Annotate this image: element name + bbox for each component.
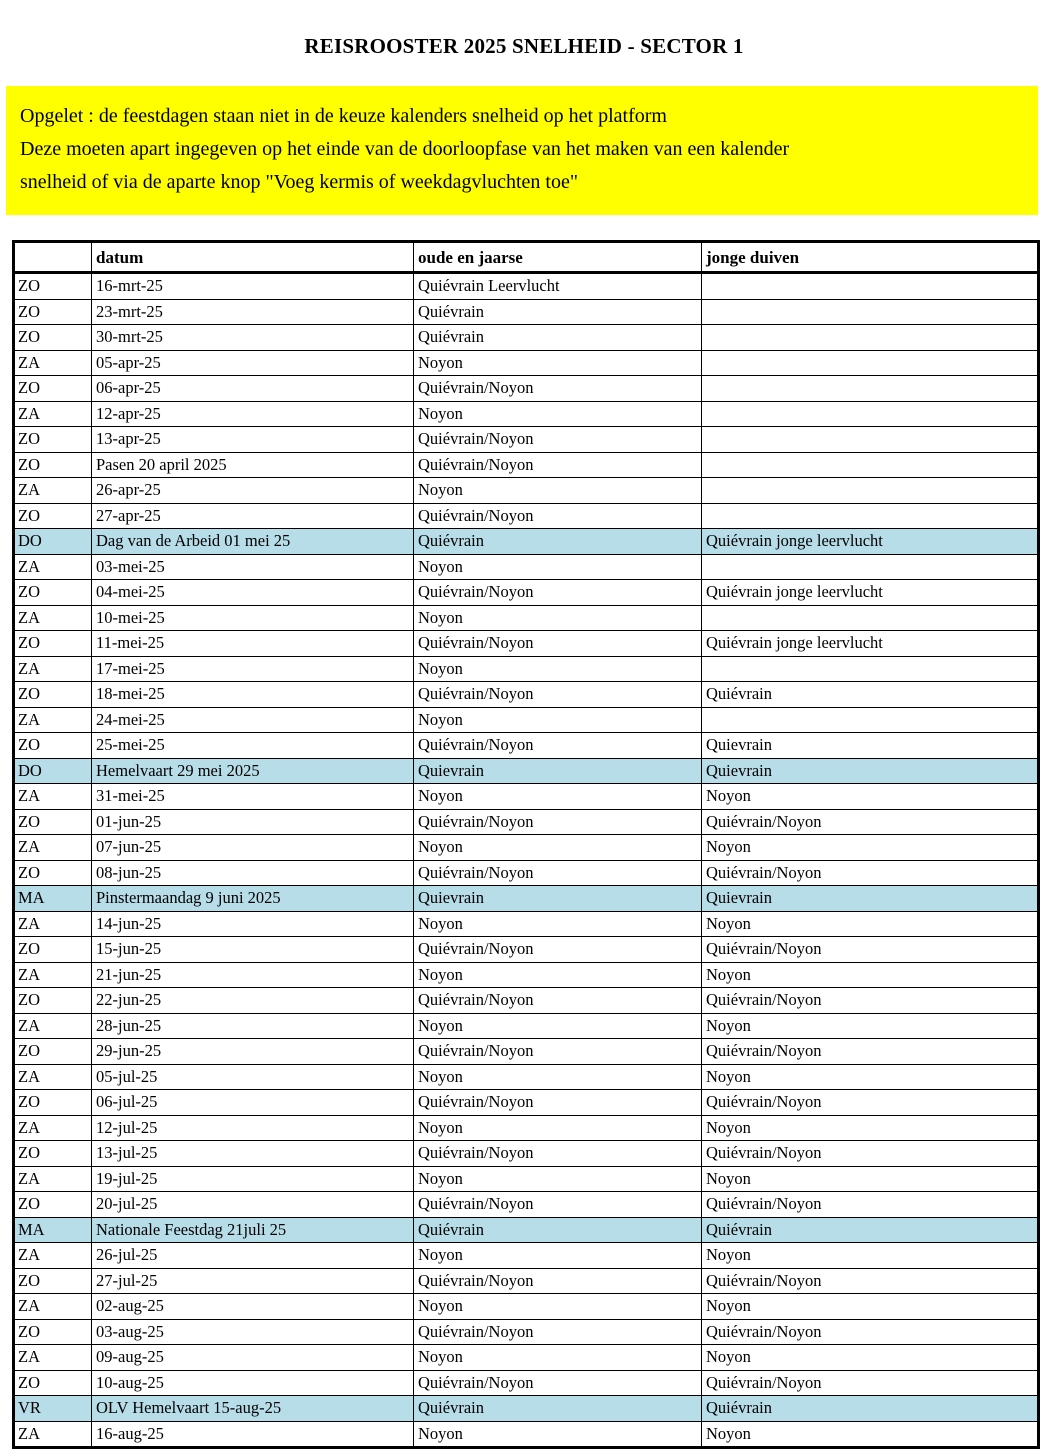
cell-jonge-duiven: Quiévrain/Noyon xyxy=(702,937,1039,963)
cell-oude-en-jaarse: Quiévrain/Noyon xyxy=(414,1319,702,1345)
table-row xyxy=(14,707,1039,733)
table-row xyxy=(14,758,1039,784)
table-row xyxy=(14,427,1039,453)
cell-jonge-duiven: Quiévrain xyxy=(702,682,1039,708)
cell-datum: 12-jul-25 xyxy=(92,1115,414,1141)
page-title: REISROOSTER 2025 SNELHEID - SECTOR 1 xyxy=(304,34,744,58)
cell-jonge-duiven: Quievrain xyxy=(702,733,1039,759)
cell-day: ZO xyxy=(14,988,92,1014)
cell-oude-en-jaarse: Quiévrain/Noyon xyxy=(414,1370,702,1396)
cell-oude-en-jaarse: Quiévrain/Noyon xyxy=(414,1039,702,1065)
cell-datum: 17-mei-25 xyxy=(92,656,414,682)
cell-oude-en-jaarse: Quiévrain/Noyon xyxy=(414,733,702,759)
cell-oude-en-jaarse: Noyon xyxy=(414,911,702,937)
table-row xyxy=(14,962,1039,988)
cell-datum: OLV Hemelvaart 15-aug-25 xyxy=(92,1396,414,1422)
cell-day: ZO xyxy=(14,299,92,325)
table-header xyxy=(14,242,1039,273)
cell-day: ZO xyxy=(14,580,92,606)
table-row xyxy=(14,835,1039,861)
cell-oude-en-jaarse: Noyon xyxy=(414,1064,702,1090)
cell-oude-en-jaarse: Quiévrain/Noyon xyxy=(414,376,702,402)
cell-day: ZO xyxy=(14,1319,92,1345)
cell-datum: 09-aug-25 xyxy=(92,1345,414,1371)
table-row xyxy=(14,503,1039,529)
cell-datum: 28-jun-25 xyxy=(92,1013,414,1039)
cell-oude-en-jaarse: Quiévrain/Noyon xyxy=(414,988,702,1014)
cell-datum: 01-jun-25 xyxy=(92,809,414,835)
column-header-day xyxy=(14,242,92,273)
cell-jonge-duiven: Quiévrain/Noyon xyxy=(702,860,1039,886)
table-row xyxy=(14,1013,1039,1039)
cell-day: VR xyxy=(14,1396,92,1422)
table-row xyxy=(14,1345,1039,1371)
cell-datum: Pinstermaandag 9 juni 2025 xyxy=(92,886,414,912)
cell-oude-en-jaarse: Noyon xyxy=(414,1294,702,1320)
cell-day: ZA xyxy=(14,911,92,937)
cell-jonge-duiven: Quiévrain/Noyon xyxy=(702,1039,1039,1065)
cell-datum: 15-jun-25 xyxy=(92,937,414,963)
cell-oude-en-jaarse: Quievrain xyxy=(414,758,702,784)
cell-jonge-duiven xyxy=(702,427,1039,453)
cell-day: ZO xyxy=(14,376,92,402)
cell-jonge-duiven: Noyon xyxy=(702,1421,1039,1448)
cell-oude-en-jaarse: Quiévrain Leervlucht xyxy=(414,273,702,300)
cell-day: ZA xyxy=(14,1294,92,1320)
cell-datum: 27-apr-25 xyxy=(92,503,414,529)
cell-datum: 12-apr-25 xyxy=(92,401,414,427)
cell-oude-en-jaarse: Noyon xyxy=(414,1166,702,1192)
cell-datum: 26-apr-25 xyxy=(92,478,414,504)
table-row xyxy=(14,529,1039,555)
cell-oude-en-jaarse: Noyon xyxy=(414,835,702,861)
table-row xyxy=(14,1090,1039,1116)
cell-day: ZO xyxy=(14,452,92,478)
cell-oude-en-jaarse: Noyon xyxy=(414,784,702,810)
cell-datum: Pasen 20 april 2025 xyxy=(92,452,414,478)
cell-oude-en-jaarse: Quiévrain/Noyon xyxy=(414,1141,702,1167)
cell-oude-en-jaarse: Quiévrain/Noyon xyxy=(414,631,702,657)
cell-jonge-duiven xyxy=(702,707,1039,733)
schedule-table xyxy=(12,240,1040,1449)
cell-datum: 25-mei-25 xyxy=(92,733,414,759)
cell-day: ZO xyxy=(14,809,92,835)
cell-oude-en-jaarse: Noyon xyxy=(414,707,702,733)
table-row xyxy=(14,1166,1039,1192)
cell-oude-en-jaarse: Quiévrain/Noyon xyxy=(414,427,702,453)
notice-line-2: Deze moeten apart ingegeven op het einde van de doorloopfase van het maken van een kalender xyxy=(20,138,790,161)
cell-day: MA xyxy=(14,886,92,912)
cell-day: ZA xyxy=(14,1166,92,1192)
table-row xyxy=(14,886,1039,912)
notice-line-1: Opgelet : de feestdagen staan niet in de keuze kalenders snelheid op het platform xyxy=(20,105,667,128)
cell-day: DO xyxy=(14,529,92,555)
table-row xyxy=(14,401,1039,427)
cell-datum: 20-jul-25 xyxy=(92,1192,414,1218)
cell-jonge-duiven xyxy=(702,605,1039,631)
cell-oude-en-jaarse: Noyon xyxy=(414,962,702,988)
cell-datum: 05-jul-25 xyxy=(92,1064,414,1090)
cell-day: ZA xyxy=(14,835,92,861)
cell-jonge-duiven: Quiévrain jonge leervlucht xyxy=(702,529,1039,555)
cell-jonge-duiven xyxy=(702,273,1039,300)
cell-day: ZA xyxy=(14,478,92,504)
table-row xyxy=(14,911,1039,937)
table-row xyxy=(14,350,1039,376)
cell-jonge-duiven: Quiévrain jonge leervlucht xyxy=(702,631,1039,657)
table-row xyxy=(14,1115,1039,1141)
table-row xyxy=(14,784,1039,810)
cell-jonge-duiven xyxy=(702,376,1039,402)
table-body xyxy=(14,273,1039,1448)
table-row xyxy=(14,1421,1039,1448)
cell-datum: 08-jun-25 xyxy=(92,860,414,886)
cell-day: ZO xyxy=(14,682,92,708)
table-row xyxy=(14,1319,1039,1345)
cell-datum: 19-jul-25 xyxy=(92,1166,414,1192)
table-row xyxy=(14,299,1039,325)
column-header-jonge-duiven: jonge duiven xyxy=(702,242,1039,273)
cell-oude-en-jaarse: Noyon xyxy=(414,554,702,580)
table-row xyxy=(14,1243,1039,1269)
cell-jonge-duiven xyxy=(702,452,1039,478)
table-row xyxy=(14,1039,1039,1065)
cell-jonge-duiven: Quiévrain xyxy=(702,1396,1039,1422)
cell-jonge-duiven: Quiévrain/Noyon xyxy=(702,1192,1039,1218)
cell-datum: 16-aug-25 xyxy=(92,1421,414,1448)
cell-oude-en-jaarse: Quiévrain/Noyon xyxy=(414,809,702,835)
cell-day: MA xyxy=(14,1217,92,1243)
cell-jonge-duiven: Noyon xyxy=(702,962,1039,988)
notice-box xyxy=(6,86,1038,215)
cell-oude-en-jaarse: Quiévrain xyxy=(414,299,702,325)
cell-jonge-duiven: Noyon xyxy=(702,1013,1039,1039)
cell-jonge-duiven: Noyon xyxy=(702,1243,1039,1269)
cell-day: ZO xyxy=(14,631,92,657)
cell-datum: 10-aug-25 xyxy=(92,1370,414,1396)
cell-jonge-duiven: Noyon xyxy=(702,835,1039,861)
table-row xyxy=(14,1192,1039,1218)
table-row xyxy=(14,809,1039,835)
cell-datum: Nationale Feestdag 21juli 25 xyxy=(92,1217,414,1243)
cell-oude-en-jaarse: Quiévrain/Noyon xyxy=(414,503,702,529)
cell-datum: Hemelvaart 29 mei 2025 xyxy=(92,758,414,784)
cell-jonge-duiven xyxy=(702,478,1039,504)
cell-day: ZA xyxy=(14,1243,92,1269)
cell-datum: 31-mei-25 xyxy=(92,784,414,810)
cell-jonge-duiven: Noyon xyxy=(702,1345,1039,1371)
cell-day: ZO xyxy=(14,1370,92,1396)
cell-datum: 07-jun-25 xyxy=(92,835,414,861)
cell-datum: 21-jun-25 xyxy=(92,962,414,988)
table-row xyxy=(14,631,1039,657)
cell-jonge-duiven xyxy=(702,350,1039,376)
cell-datum: 13-apr-25 xyxy=(92,427,414,453)
cell-datum: 10-mei-25 xyxy=(92,605,414,631)
cell-oude-en-jaarse: Noyon xyxy=(414,1243,702,1269)
table-row xyxy=(14,988,1039,1014)
cell-jonge-duiven: Quiévrain/Noyon xyxy=(702,1319,1039,1345)
cell-datum: 30-mrt-25 xyxy=(92,325,414,351)
cell-day: ZO xyxy=(14,937,92,963)
cell-datum: 26-jul-25 xyxy=(92,1243,414,1269)
cell-oude-en-jaarse: Quiévrain/Noyon xyxy=(414,860,702,886)
cell-oude-en-jaarse: Quiévrain/Noyon xyxy=(414,937,702,963)
cell-day: ZO xyxy=(14,1039,92,1065)
cell-datum: 04-mei-25 xyxy=(92,580,414,606)
cell-day: ZO xyxy=(14,860,92,886)
cell-day: ZA xyxy=(14,1013,92,1039)
cell-oude-en-jaarse: Quievrain xyxy=(414,886,702,912)
cell-datum: 18-mei-25 xyxy=(92,682,414,708)
cell-oude-en-jaarse: Noyon xyxy=(414,1115,702,1141)
cell-oude-en-jaarse: Noyon xyxy=(414,1421,702,1448)
cell-day: ZA xyxy=(14,784,92,810)
cell-day: ZO xyxy=(14,733,92,759)
cell-jonge-duiven: Quiévrain/Noyon xyxy=(702,1268,1039,1294)
cell-datum: 29-jun-25 xyxy=(92,1039,414,1065)
cell-jonge-duiven: Noyon xyxy=(702,1166,1039,1192)
cell-datum: 27-jul-25 xyxy=(92,1268,414,1294)
cell-jonge-duiven xyxy=(702,401,1039,427)
cell-day: ZA xyxy=(14,707,92,733)
cell-datum: 24-mei-25 xyxy=(92,707,414,733)
cell-datum: 22-jun-25 xyxy=(92,988,414,1014)
cell-oude-en-jaarse: Noyon xyxy=(414,1013,702,1039)
cell-day: ZO xyxy=(14,325,92,351)
cell-datum: 03-mei-25 xyxy=(92,554,414,580)
table-row xyxy=(14,478,1039,504)
cell-datum: 16-mrt-25 xyxy=(92,273,414,300)
table-row xyxy=(14,376,1039,402)
table-row xyxy=(14,1141,1039,1167)
table-row xyxy=(14,860,1039,886)
table-row xyxy=(14,1370,1039,1396)
cell-oude-en-jaarse: Quiévrain xyxy=(414,529,702,555)
cell-day: ZA xyxy=(14,1064,92,1090)
cell-oude-en-jaarse: Quiévrain xyxy=(414,325,702,351)
cell-oude-en-jaarse: Quiévrain/Noyon xyxy=(414,682,702,708)
cell-day: DO xyxy=(14,758,92,784)
cell-jonge-duiven xyxy=(702,299,1039,325)
table-row xyxy=(14,682,1039,708)
cell-jonge-duiven xyxy=(702,554,1039,580)
cell-oude-en-jaarse: Noyon xyxy=(414,350,702,376)
cell-day: ZA xyxy=(14,605,92,631)
table-row xyxy=(14,1217,1039,1243)
column-header-datum: datum xyxy=(92,242,414,273)
cell-day: ZA xyxy=(14,1345,92,1371)
cell-datum: 13-jul-25 xyxy=(92,1141,414,1167)
cell-jonge-duiven: Noyon xyxy=(702,1115,1039,1141)
cell-jonge-duiven: Noyon xyxy=(702,1294,1039,1320)
cell-jonge-duiven: Quievrain xyxy=(702,758,1039,784)
cell-oude-en-jaarse: Noyon xyxy=(414,605,702,631)
cell-datum: 14-jun-25 xyxy=(92,911,414,937)
cell-day: ZO xyxy=(14,427,92,453)
cell-datum: 11-mei-25 xyxy=(92,631,414,657)
table-row xyxy=(14,605,1039,631)
cell-jonge-duiven: Quiévrain jonge leervlucht xyxy=(702,580,1039,606)
table-row xyxy=(14,554,1039,580)
cell-oude-en-jaarse: Noyon xyxy=(414,401,702,427)
cell-oude-en-jaarse: Quiévrain xyxy=(414,1217,702,1243)
table-row xyxy=(14,580,1039,606)
table-row xyxy=(14,325,1039,351)
cell-datum: 06-jul-25 xyxy=(92,1090,414,1116)
cell-jonge-duiven: Noyon xyxy=(702,1064,1039,1090)
table-header-row xyxy=(14,242,1039,273)
table-row xyxy=(14,733,1039,759)
cell-jonge-duiven: Quiévrain/Noyon xyxy=(702,988,1039,1014)
cell-jonge-duiven: Noyon xyxy=(702,911,1039,937)
table-row xyxy=(14,937,1039,963)
cell-day: ZO xyxy=(14,1090,92,1116)
cell-jonge-duiven xyxy=(702,503,1039,529)
cell-jonge-duiven: Quiévrain/Noyon xyxy=(702,809,1039,835)
cell-day: ZO xyxy=(14,1141,92,1167)
cell-oude-en-jaarse: Quiévrain xyxy=(414,1396,702,1422)
cell-oude-en-jaarse: Quiévrain/Noyon xyxy=(414,1268,702,1294)
cell-jonge-duiven: Quiévrain xyxy=(702,1217,1039,1243)
cell-day: ZA xyxy=(14,401,92,427)
column-header-oude-en-jaarse: oude en jaarse xyxy=(414,242,702,273)
table-row xyxy=(14,1268,1039,1294)
cell-datum: 02-aug-25 xyxy=(92,1294,414,1320)
cell-jonge-duiven xyxy=(702,325,1039,351)
cell-day: ZO xyxy=(14,273,92,300)
cell-oude-en-jaarse: Quiévrain/Noyon xyxy=(414,1090,702,1116)
cell-day: ZA xyxy=(14,350,92,376)
cell-datum: 06-apr-25 xyxy=(92,376,414,402)
cell-jonge-duiven: Noyon xyxy=(702,784,1039,810)
cell-oude-en-jaarse: Noyon xyxy=(414,478,702,504)
table-row xyxy=(14,273,1039,300)
cell-oude-en-jaarse: Noyon xyxy=(414,656,702,682)
cell-day: ZA xyxy=(14,1115,92,1141)
cell-jonge-duiven: Quiévrain/Noyon xyxy=(702,1141,1039,1167)
notice-line-3: snelheid of via de aparte knop "Voeg kermis of weekdagvluchten toe" xyxy=(20,171,579,194)
cell-jonge-duiven: Quievrain xyxy=(702,886,1039,912)
table-row xyxy=(14,1396,1039,1422)
table-row xyxy=(14,452,1039,478)
cell-jonge-duiven: Quiévrain/Noyon xyxy=(702,1370,1039,1396)
cell-jonge-duiven: Quiévrain/Noyon xyxy=(702,1090,1039,1116)
cell-day: ZO xyxy=(14,503,92,529)
cell-jonge-duiven xyxy=(702,656,1039,682)
cell-day: ZO xyxy=(14,1192,92,1218)
cell-datum: 23-mrt-25 xyxy=(92,299,414,325)
table-row xyxy=(14,1064,1039,1090)
table-row xyxy=(14,656,1039,682)
cell-day: ZA xyxy=(14,554,92,580)
schedule-table-container xyxy=(12,240,1037,1449)
cell-day: ZO xyxy=(14,1268,92,1294)
cell-datum: Dag van de Arbeid 01 mei 25 xyxy=(92,529,414,555)
cell-oude-en-jaarse: Noyon xyxy=(414,1345,702,1371)
cell-oude-en-jaarse: Quiévrain/Noyon xyxy=(414,580,702,606)
cell-oude-en-jaarse: Quiévrain/Noyon xyxy=(414,452,702,478)
cell-datum: 05-apr-25 xyxy=(92,350,414,376)
cell-day: ZA xyxy=(14,962,92,988)
cell-oude-en-jaarse: Quiévrain/Noyon xyxy=(414,1192,702,1218)
cell-datum: 03-aug-25 xyxy=(92,1319,414,1345)
cell-day: ZA xyxy=(14,1421,92,1448)
table-row xyxy=(14,1294,1039,1320)
cell-day: ZA xyxy=(14,656,92,682)
